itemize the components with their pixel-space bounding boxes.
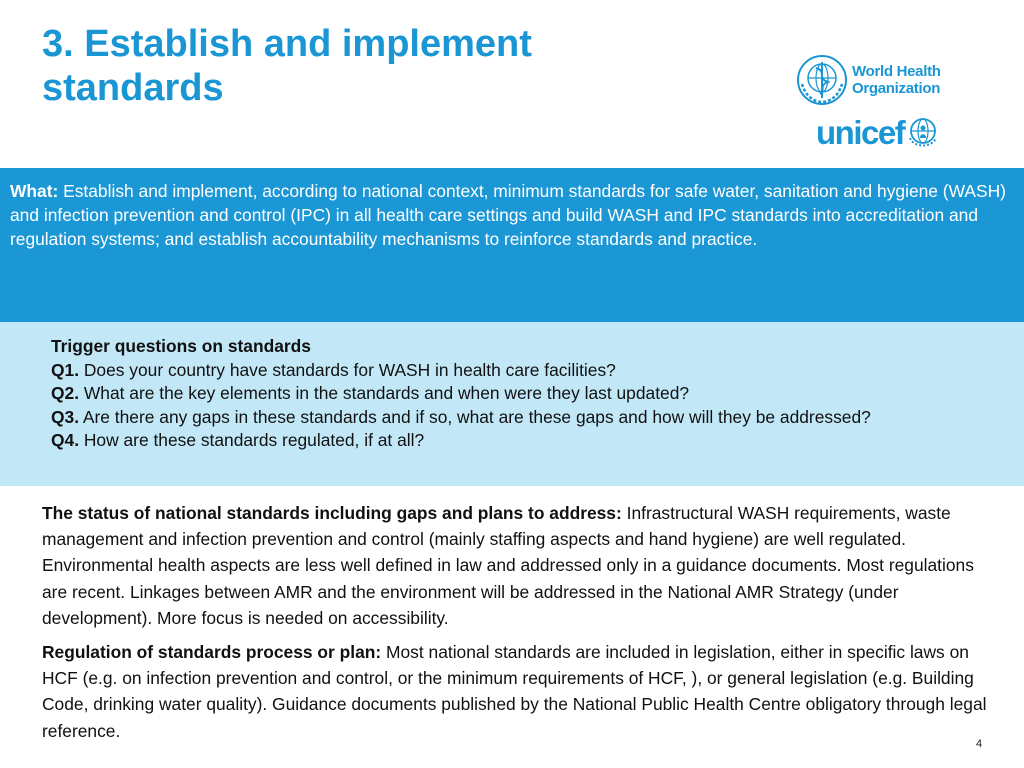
page-title-line-1: 3. Establish and implement xyxy=(42,23,532,65)
who-wordmark-line-1: World Health xyxy=(852,63,941,80)
who-emblem-icon xyxy=(796,54,848,106)
page-title-line-2: standards xyxy=(42,67,224,109)
status-paragraph xyxy=(42,500,1002,631)
unicef-logo xyxy=(816,114,940,152)
question-text: How are these standards regulated, if at all? xyxy=(79,430,425,451)
what-label: What: xyxy=(10,181,59,201)
question-4 xyxy=(51,429,904,453)
regulation-paragraph xyxy=(42,639,1002,744)
who-wordmark xyxy=(852,63,941,97)
status-label: The status of national standards including gaps and plans to address: xyxy=(42,503,622,523)
regulation-text: Most national standards are included in legislation, either in specific laws on HCF (e.g. on infection prevention and control, or the minimum requirements of HCF, ), or general legislation (e.g. Building Code, drinking water quality). Guidance documents published by the National Public Health Centre obligatory through legal reference. xyxy=(42,642,987,741)
question-label: Q4. xyxy=(51,430,80,451)
who-wordmark-line-2: Organization xyxy=(852,80,941,97)
page-title xyxy=(42,22,682,110)
question-label: Q3. xyxy=(51,406,80,427)
regulation-label: Regulation of standards process or plan: xyxy=(42,642,382,663)
standards-details xyxy=(42,500,1002,752)
who-logo xyxy=(796,54,941,106)
question-text: Are there any gaps in these standards and if so, what are these gaps and how will they be addressed? xyxy=(79,406,871,427)
question-text: What are the key elements in the standards and when were they last updated? xyxy=(79,383,690,404)
unicef-wordmark: unicef xyxy=(816,114,905,151)
question-text: Does your country have standards for WASH in health care facilities? xyxy=(79,359,616,380)
trigger-heading: Trigger questions on standards xyxy=(51,336,311,356)
status-text: Infrastructural WASH requirements, waste management and infection prevention and control (mainly staffing aspects and hand hygiene) are well regulated. Environmental health aspects are less well defined in law and addressed only in a guidance documents. Most regulations are recent. Linkages between AMR and the environment will be addressed in the National AMR Strategy (under development). More focus is needed on accessibility. xyxy=(42,503,974,628)
trigger-questions-section xyxy=(0,322,1024,486)
page-number: 4 xyxy=(976,738,983,750)
partner-logos xyxy=(796,54,956,154)
unicef-emblem-icon xyxy=(906,116,940,150)
question-label: Q2. xyxy=(51,383,80,404)
what-text: Establish and implement, according to national context, minimum standards for safe water, sanitation and hygiene (WASH) and infection prevention and control (IPC) in all health care settings and build WASH and IPC standards into accreditation and regulation systems; and establish accountability mechanisms to reinforce standards and practice. xyxy=(10,181,1006,249)
question-label: Q1. xyxy=(51,359,80,380)
question-3 xyxy=(51,406,904,430)
what-section xyxy=(0,168,1024,322)
question-1 xyxy=(51,359,904,383)
question-2 xyxy=(51,382,904,406)
